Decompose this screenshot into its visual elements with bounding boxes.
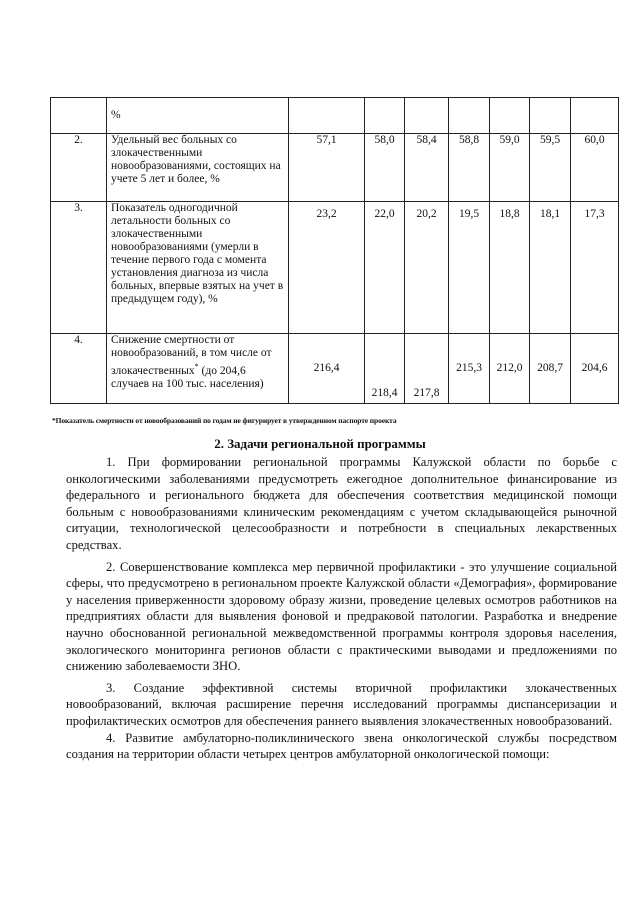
value-cell: 59,5: [530, 134, 571, 202]
value-cell: 20,2: [405, 202, 449, 334]
value-cell: 58,4: [405, 134, 449, 202]
value-cell: 217,8: [405, 334, 449, 404]
section-body: [66, 454, 617, 763]
paragraph: 4. Развитие амбулаторно-поликлинического звена онкологической службы посредством создания на территории области четырех центров амбулаторной онкологической помощи:: [66, 730, 617, 762]
table-cell: [405, 98, 449, 134]
table-row: [51, 134, 619, 202]
row-description: [107, 334, 289, 404]
table-cell: [490, 98, 530, 134]
value-cell: 18,1: [530, 202, 571, 334]
row-number: 2.: [51, 134, 107, 202]
table-cell: [51, 98, 107, 134]
value-cell: 18,8: [490, 202, 530, 334]
value-cell: 58,8: [449, 134, 490, 202]
table-row: [51, 202, 619, 334]
value-cell: 23,2: [289, 202, 365, 334]
table-cell: [365, 98, 405, 134]
value-cell: 212,0: [490, 334, 530, 404]
row-description: Показатель одногодичной летальности больных со злокачественными новообразованиями (умерли в течение первого года с момента установления диагноза из числа больных, впервые взятых на учет в предыдущем году), %: [107, 202, 289, 334]
paragraph: 2. Совершенствование комплекса мер первичной профилактики - это улучшение социальной сферы, что предусмотрено в региональном проекте Калужской области «Демография», формирование у населения приверженности здоровому образу жизни, проведение целевых осмотров работников на предприятиях области для выявления фоновой и предраковой патологии. Разработка и внедрение научно обоснованной региональной межведомственной программы контроля здоровья населения, экологического мониторинга регионов области с практическими выводами и предложениями по снижению заболеваемости ЗНО.: [66, 559, 617, 674]
value-cell: 218,4: [365, 334, 405, 404]
value-cell: 58,0: [365, 134, 405, 202]
row-number: 4.: [51, 334, 107, 404]
value-cell: 19,5: [449, 202, 490, 334]
indicators-table: [50, 97, 619, 404]
table-footnote: *Показатель смертности от новообразований по годам не фигурирует в утвержденном паспорте проекта: [52, 416, 397, 425]
table-row: [51, 334, 619, 404]
value-cell: 216,4: [289, 334, 365, 404]
value-cell: 17,3: [571, 202, 619, 334]
value-cell: 60,0: [571, 134, 619, 202]
value-cell: 208,7: [530, 334, 571, 404]
row-number: 3.: [51, 202, 107, 334]
section-heading: 2. Задачи региональной программы: [214, 436, 426, 451]
value-cell: 59,0: [490, 134, 530, 202]
value-cell: 22,0: [365, 202, 405, 334]
unit-cell: %: [107, 98, 289, 134]
table-cell: [289, 98, 365, 134]
row-description-main: Снижение смертности от новообразований, в том числе от злокачественных: [111, 334, 272, 377]
table-cell: [571, 98, 619, 134]
footnote-marker: *: [194, 362, 199, 371]
value-cell: 57,1: [289, 134, 365, 202]
row-description: Удельный вес больных со злокачественными новообразованиями, состоящих на учете 5 лет и более, %: [107, 134, 289, 202]
value-cell: 215,3: [449, 334, 490, 404]
paragraph: 1. При формировании региональной программы Калужской области по борьбе с онкологическими заболеваниями предусмотреть ежегодное дополнительное финансирование из федерального и регионального бюджета для обеспечения соответствия медицинской помощи больным с новообразованиями клиническим рекомендациям с учетом складывающейся рыночной ситуации, технологической целесообразности и потребности в специальных лекарственных средствах.: [66, 455, 617, 552]
row-description-tail: (до 204,6 случаев на 100 тыс. населения): [111, 364, 264, 390]
table-cell: [530, 98, 571, 134]
table-row-header: [51, 98, 619, 134]
value-cell: 204,6: [571, 334, 619, 404]
paragraph: 3. Создание эффективной системы вторичной профилактики злокачественных новообразований, включая расширение перечня исследований программы диспансеризации и профилактических осмотров для обеспечения раннего выявления злокачественных новообразований.: [66, 680, 617, 728]
table-cell: [449, 98, 490, 134]
